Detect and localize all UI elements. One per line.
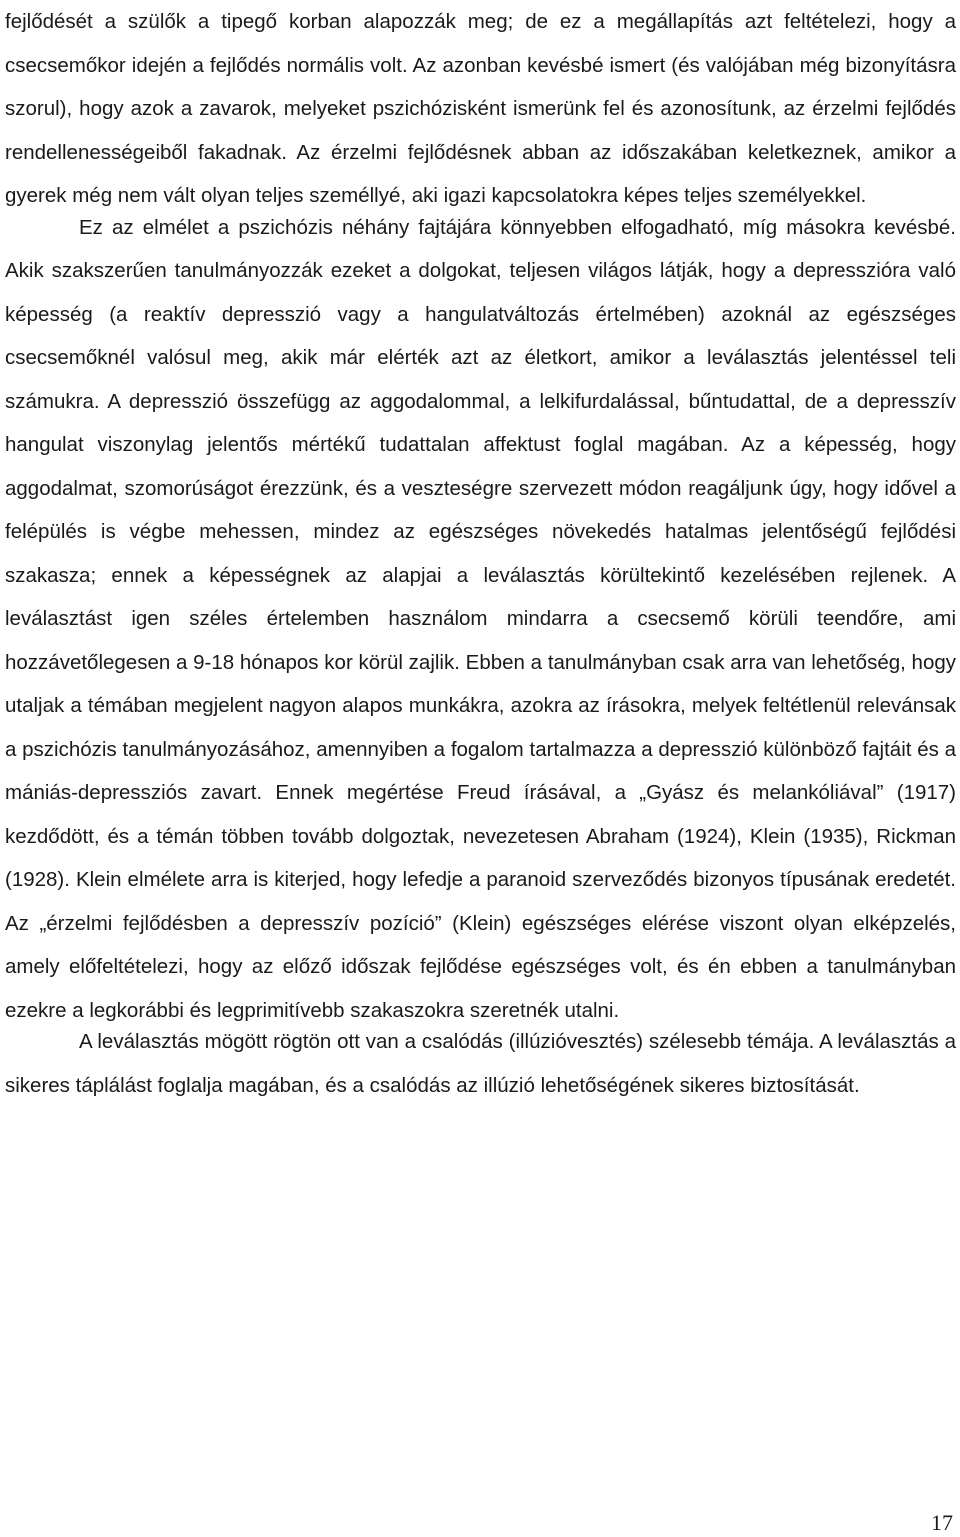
paragraph-1: fejlődését a szülők a tipegő korban alapozzák meg; de ez a megállapítás azt feltételezi, hogy a csecsemőkor idején a fejlődés normális volt. Az azonban kevésbé ismert (és valójában még bizonyításra szorul), hogy azok a zavarok, melyeket pszichózisként ismerünk fel és azonosítunk, az érzelmi fejlődés rendellenességeiből fakadnak. Az érzelmi fejlődésnek abban az időszakában keletkeznek, amikor a gyerek még nem vált olyan teljes személlyé, aki igazi kapcsolatokra képes teljes személyekkel. — [5, 10, 956, 207]
paragraph-2: Ez az elmélet a pszichózis néhány fajtájára könnyebben elfogadható, míg másokra kevésbé. Akik szakszerűen tanulmányozzák ezeket a dolgokat, teljesen világos látják, hogy a depresszióra való képesség (a reaktív depresszió vagy a hangulatváltozás értelmében) azoknál az egészséges csecsemőknél valósul meg, akik már elérték azt az életkort, amikor a leválasztás jelentéssel teli számukra. A depresszió összefügg az aggodalommal, a lelkifurdalással, bűntudattal, de a depresszív hangulat viszonylag jelentős mértékű tudattalan affektust foglal magában. Az a képesség, hogy aggodalmat, szomorúságot érezzünk, és a veszteségre szervezett módon reagáljunk úgy, hogy idővel a felépülés is végbe mehessen, mindez az egészséges növekedés hatalmas jelentőségű fejlődési szakasza; ennek a képességnek az alapjai a leválasztás körültekintő kezelésében rejlenek. A leválasztást igen széles értelemben használom mindarra a csecsemő körüli teendőre, ami hozzávetőlegesen a 9-18 hónapos kor körül zajlik. Ebben a tanulmányban csak arra van lehetőség, hogy utaljak a témában megjelent nagyon alapos munkákra, azokra az írásokra, melyek feltétlenül relevánsak a pszichózis tanulmányozásához, amennyiben a fogalom tartalmazza a depresszió különböző fajtáit és a mániás-depressziós zavart. Ennek megértése Freud írásával, a „Gyász és melankóliával” (1917) kezdődött, és a témán többen tovább dolgoztak, nevezetesen Abraham (1924), Klein (1935), Rickman (1928). Klein elmélete arra is kiterjed, hogy lefedje a paranoid szerveződés bizonyos típusának eredetét. Az „érzelmi fejlődésben a depresszív pozíció” (Klein) egészséges elérése viszont olyan elképzelés, amely előfeltételezi, hogy az előző időszak fejlődése egészséges volt, és én ebben a tanulmányban ezekre a legkorábbi és legprimitívebb szakaszokra szeretnék utalni. — [5, 215, 956, 1022]
document-page — [5, 0, 956, 1107]
page-number: 17 — [931, 1510, 953, 1535]
paragraph-3: A leválasztás mögött rögtön ott van a csalódás (illúzióvesztés) szélesebb témája. A leválasztás a sikeres táplálást foglalja magában, és a csalódás az illúzió lehetőségének sikeres biztosítását. — [5, 1030, 956, 1097]
